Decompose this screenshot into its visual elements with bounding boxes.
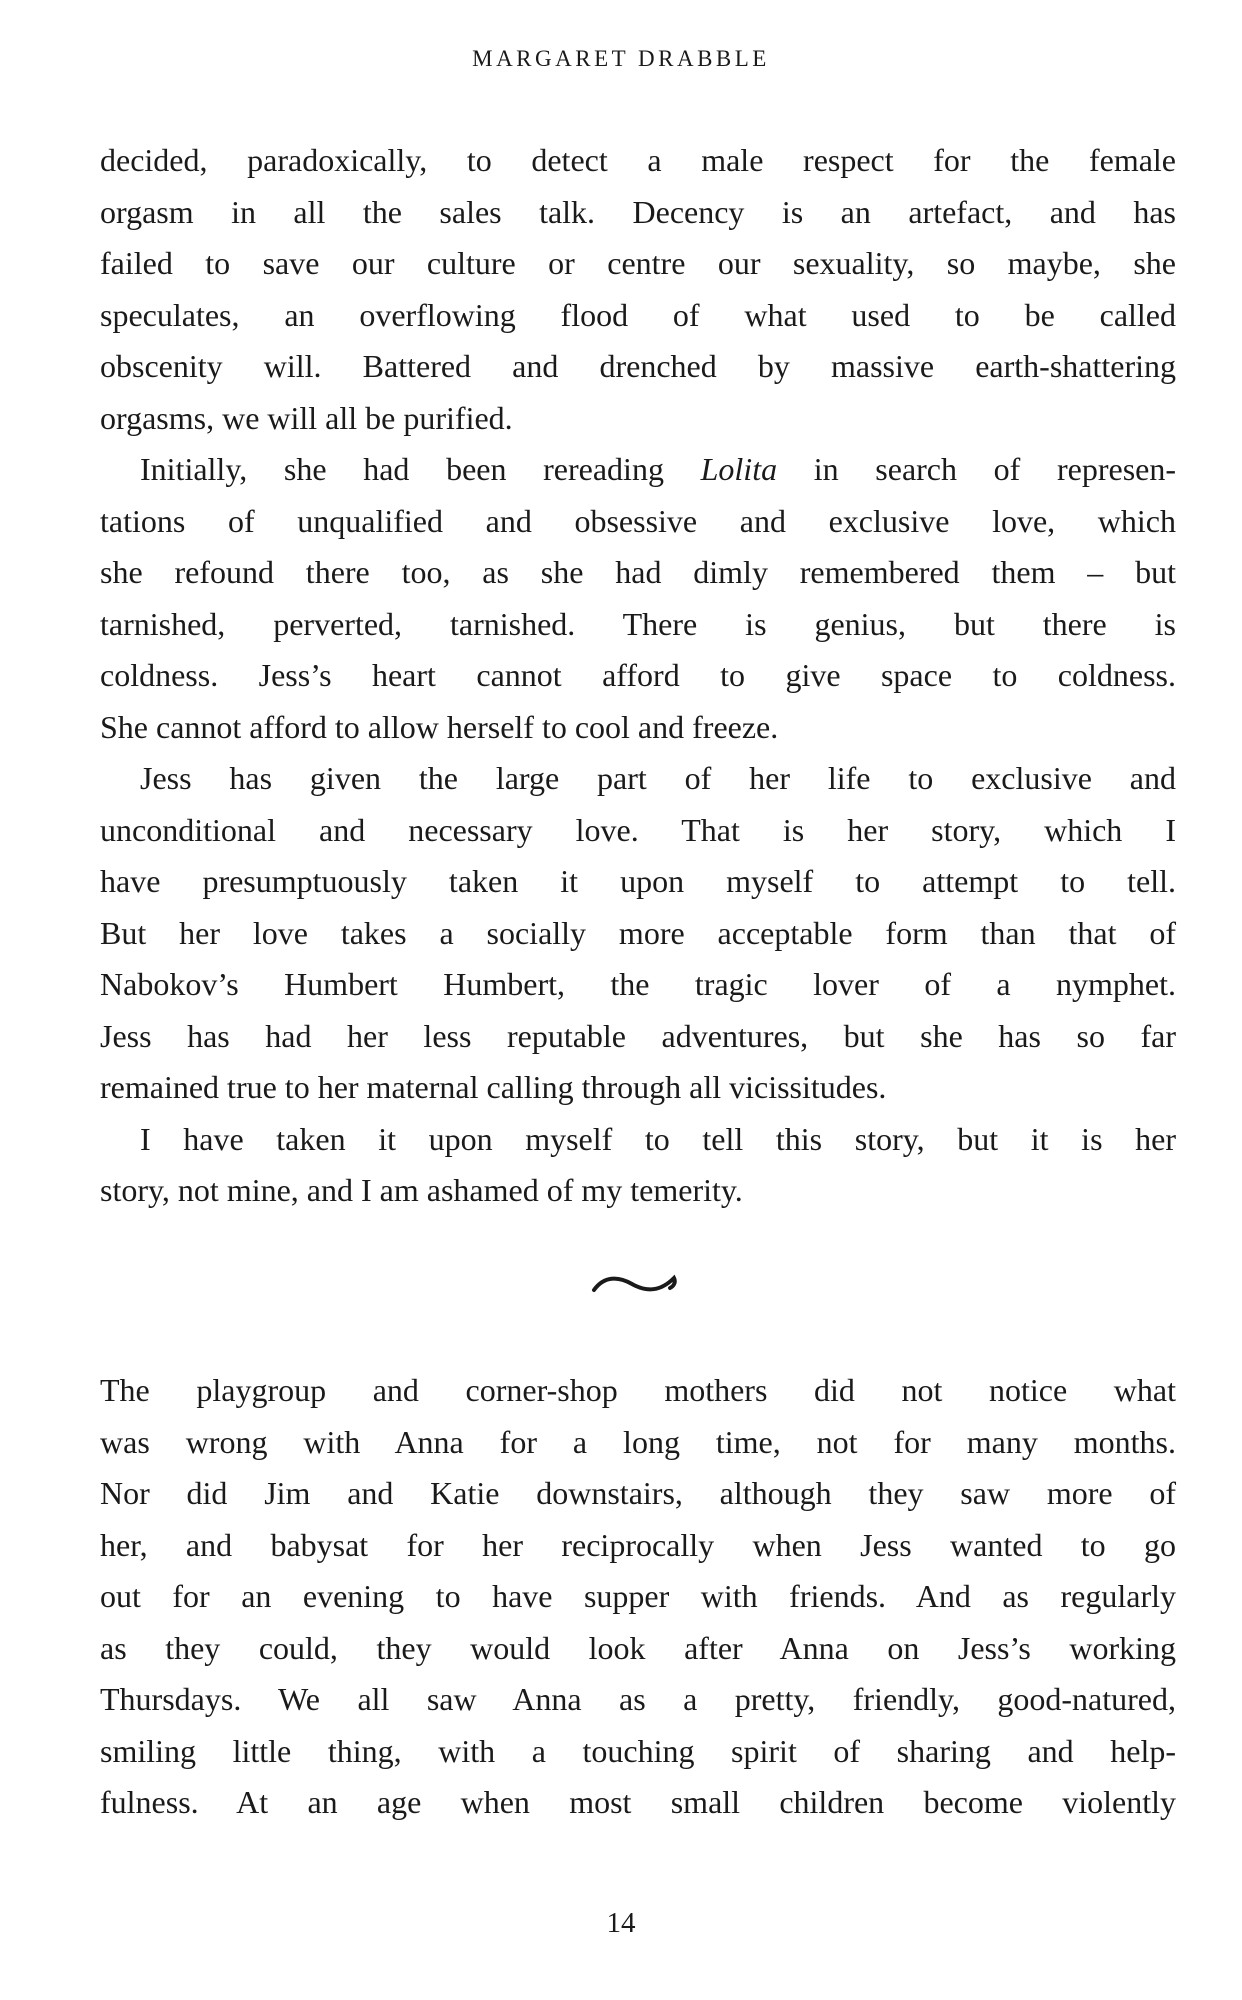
text-line (100, 444, 1176, 496)
text-line: fulness. At an age when most small children become violently (100, 1784, 1176, 1820)
text-line: out for an evening to have supper with friends. And as regularly (100, 1578, 1176, 1614)
text-line: her, and babysat for her reciprocally when Jess wanted to go (100, 1526, 1176, 1563)
paragraph (100, 135, 1176, 444)
text-line: Nabokov’s Humbert Humbert, the tragic lover of a nymphet. (100, 966, 1176, 1002)
running-head: MARGARET DRABBLE (472, 46, 770, 71)
text-line: The playgroup and corner-shop mothers did not notice what (100, 1372, 1176, 1408)
paragraph (100, 1365, 1176, 1829)
text-line: But her love takes a socially more acceptable form than that of (100, 914, 1176, 951)
body-text-section-one (100, 135, 1176, 1217)
book-title: Lolita (700, 451, 778, 487)
text-line: unconditional and necessary love. That is her story, which I (100, 811, 1176, 848)
text-line: obscenity will. Battered and drenched by massive earth-shattering (100, 348, 1176, 384)
text-line: Thursdays. We all saw Anna as a pretty, friendly, good-natured, (100, 1681, 1176, 1717)
text-line: tations of unqualified and obsessive and exclusive love, which (100, 502, 1176, 539)
text-line: coldness. Jess’s heart cannot afford to give space to coldness. (100, 657, 1176, 693)
text-line: have presumptuously taken it upon myself to attempt to tell. (100, 863, 1176, 899)
text-line: Nor did Jim and Katie downstairs, although they saw more of (100, 1475, 1176, 1511)
text-segment: Initially, she had been rereading (140, 451, 701, 487)
text-line: I have taken it upon myself to tell this story, but it is her (140, 1120, 1176, 1157)
paragraph (100, 1114, 1176, 1217)
text-line: She cannot afford to allow herself to cool and freeze. (100, 708, 779, 745)
paragraph (100, 444, 1176, 753)
page-number: 14 (606, 1907, 636, 1939)
text-line: she refound there too, as she had dimly remembered them – but (100, 554, 1176, 590)
text-line: orgasms, we will all be purified. (100, 399, 513, 436)
text-line: orgasm in all the sales talk. Decency is an artefact, and has (100, 193, 1176, 230)
text-line: decided, paradoxically, to detect a male respect for the female (100, 142, 1176, 178)
text-line: Jess has given the large part of her life to exclusive and (140, 760, 1176, 796)
text-line: speculates, an overflowing flood of what used to be called (100, 296, 1176, 333)
text-segment: in search of represen- (777, 451, 1177, 487)
text-line: was wrong with Anna for a long time, not for many months. (100, 1423, 1176, 1460)
text-line: story, not mine, and I am ashamed of my temerity. (100, 1172, 743, 1208)
paragraph (100, 753, 1176, 1114)
text-line: Jess has had her less reputable adventures, but she has so far (100, 1017, 1176, 1054)
text-line: failed to save our culture or centre our sexuality, so maybe, she (100, 245, 1176, 281)
swash-ornament-icon (590, 1268, 680, 1298)
body-text-section-two (100, 1365, 1176, 1829)
text-line: tarnished, perverted, tarnished. There is genius, but there is (100, 605, 1176, 642)
text-line: smiling little thing, with a touching spirit of sharing and help- (100, 1732, 1176, 1769)
text-line: as they could, they would look after Anna on Jess’s working (100, 1629, 1176, 1666)
text-line: remained true to her maternal calling through all vicissitudes. (100, 1069, 887, 1105)
